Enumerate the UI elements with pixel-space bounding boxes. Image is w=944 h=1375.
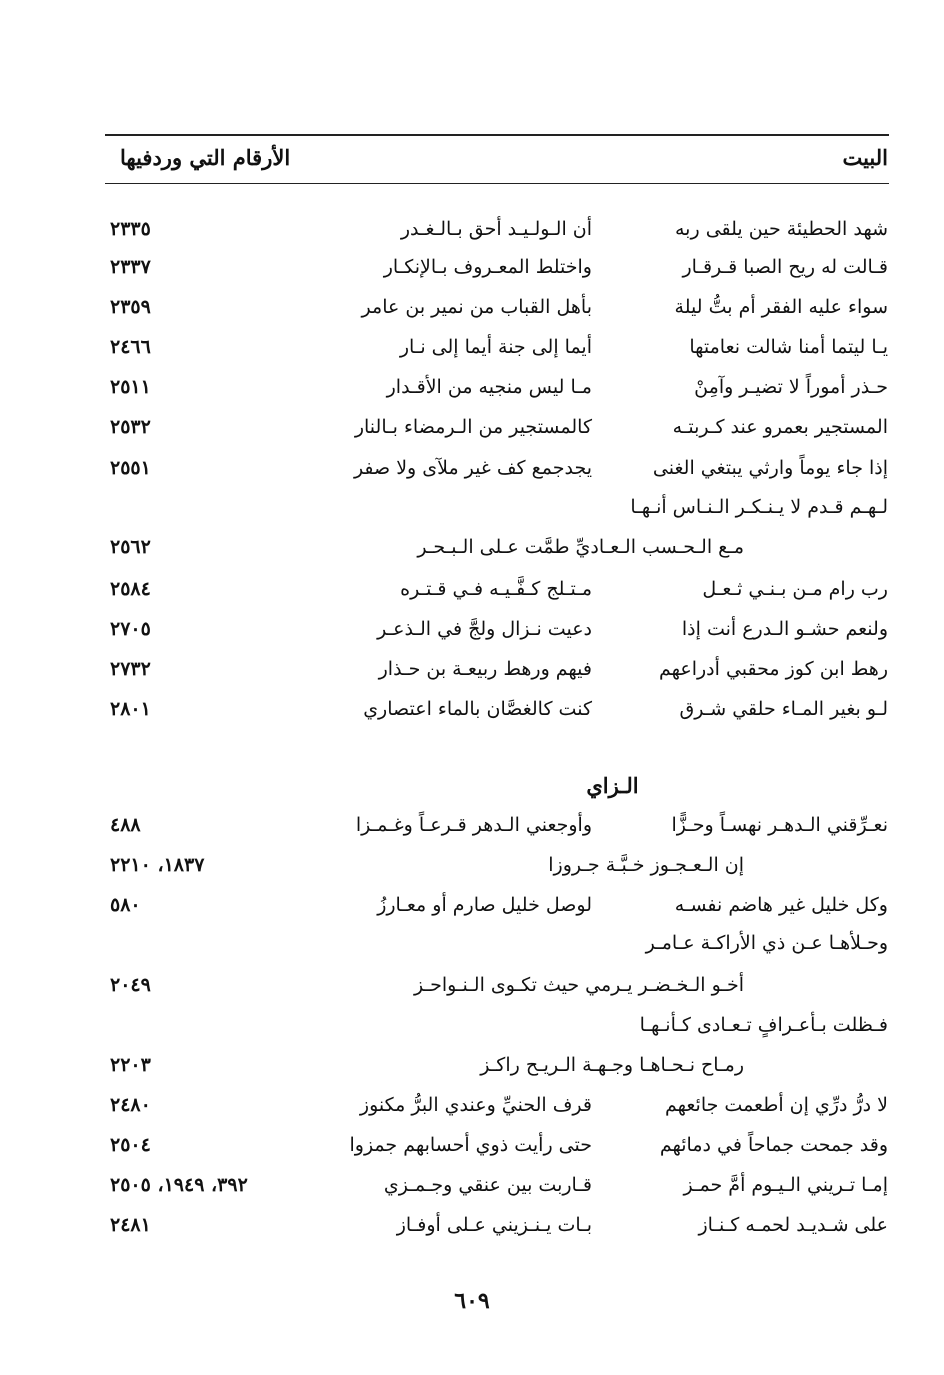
page-number: ٦٠٩ bbox=[454, 1288, 490, 1314]
section-title: الـزاي bbox=[586, 773, 639, 798]
verse-first-hemistich: لـو بغير المـاء حلقي شـرق bbox=[679, 698, 888, 720]
verse-continuation: إن الـعـجـوز خـبَّـة جـروزا bbox=[548, 854, 744, 876]
verse-second-hemistich: كنت كالغصَّان بالماء اعتصاري bbox=[363, 698, 592, 720]
verse-second-hemistich: كالمستجير من الـرمضاء بـالنار bbox=[354, 416, 592, 438]
verse-first-hemistich: إمـا تـريني الـيـوم أمَّ حمـز bbox=[683, 1174, 888, 1196]
verse-second-hemistich: حتى رأيت ذوي أحسابهم جمزوا bbox=[349, 1134, 592, 1156]
verse-first-hemistich: سواء عليه الفقر أم بتُّ ليلة bbox=[674, 296, 888, 318]
verse-reference-numbers: ٣٩٢، ١٩٤٩، ٢٥٠٥ bbox=[110, 1174, 248, 1196]
verse-second-hemistich: دعيت نـزال ولجَّ في الـذعـر bbox=[377, 618, 592, 640]
verse-first-hemistich: لا درُّ درِّي إن أطعمت جائعهم bbox=[664, 1094, 888, 1116]
verse-second-hemistich: مـا ليس منجيه من الأقـدار bbox=[386, 376, 592, 398]
verse-reference-numbers: ٢٨٠١ bbox=[110, 698, 151, 720]
verse-continuation: أخـو الـخـضـر يـرمي حيث تكـوى الـنـواحـز bbox=[414, 974, 744, 996]
verse-reference-numbers: ١٨٣٧، ٢٢١٠ bbox=[110, 854, 205, 876]
verse-first-hemistich: حـذر أموراً لا تضيـر وآمِنْ bbox=[694, 376, 888, 398]
verse-second-hemistich: فيهم ورهط ربيعـة بن حـذار bbox=[378, 658, 592, 680]
verse-reference-numbers: ٢٤٨١ bbox=[110, 1214, 151, 1236]
header-numbers-label: الأرقام التي وردفيها bbox=[120, 145, 291, 170]
verse-first-hemistich: إذا جاء يوماً وارثي يبتغي الغنى bbox=[652, 457, 888, 479]
header-top-rule bbox=[105, 134, 889, 136]
verse-reference-numbers: ٢٧٠٥ bbox=[110, 618, 151, 640]
verse-second-hemistich: وأوجعني الـدهر قـرعـاً وغـمـزا bbox=[355, 814, 592, 836]
verse-reference-numbers: ٢٥٨٤ bbox=[110, 578, 151, 600]
verse-second-hemistich: مـتـلج كـفَّـيـه فـي قـتـره bbox=[400, 578, 592, 600]
verse-reference-numbers: ٥٨٠ bbox=[110, 894, 141, 916]
verse-first-hemistich: ولنعم حشـو الـدرع أنت إذا bbox=[681, 618, 888, 640]
verse-reference-numbers: ٢٣٥٩ bbox=[110, 296, 151, 318]
verse-continuation: رمـاح نـحـاهـا وجـهـة الـريـح راكـز bbox=[480, 1054, 744, 1076]
verse-full-line: لـهـم قـدم لا يـنـكـر الـنـاس أنـهـا bbox=[630, 496, 888, 518]
verse-reference-numbers: ٢٠٤٩ bbox=[110, 974, 151, 996]
verse-first-hemistich: شهد الحطيئة حين يلقى ربه bbox=[675, 218, 888, 240]
verse-second-hemistich: أن الـولـيـد أحق بـالـغـدر bbox=[400, 218, 592, 240]
verse-continuation: مـع الـحـسب الـعـاديِّ طمَّت عـلى الـبـحـر bbox=[417, 536, 744, 558]
verse-reference-numbers: ٢٥١١ bbox=[110, 376, 151, 398]
verse-second-hemistich: يجدجمع كف غير ملآى ولا صفر bbox=[353, 457, 592, 479]
verse-reference-numbers: ٢٧٣٢ bbox=[110, 658, 151, 680]
verse-reference-numbers: ٢٤٦٦ bbox=[110, 336, 151, 358]
verse-first-hemistich: وكل خليل غير هاضم نفسـه bbox=[674, 894, 888, 916]
verse-reference-numbers: ٢٥٣٢ bbox=[110, 416, 151, 438]
verse-reference-numbers: ٢٣٣٧ bbox=[110, 256, 151, 278]
verse-second-hemistich: بـات يـنـزيني عـلى أوفـاز bbox=[396, 1214, 592, 1236]
verse-second-hemistich: بأهل القباب من نمير بن عامر bbox=[361, 296, 592, 318]
verse-reference-numbers: ٢٥٠٤ bbox=[110, 1134, 151, 1156]
verse-first-hemistich: وقد جمحت جماحاً في دمائهم bbox=[659, 1134, 888, 1156]
verse-first-hemistich: رهط ابن كوز محقبي أدراعهم bbox=[658, 658, 888, 680]
verse-first-hemistich: يـا ليتما أمنا شالت نعامتها bbox=[689, 336, 888, 358]
verse-reference-numbers: ٤٨٨ bbox=[110, 814, 141, 836]
verse-first-hemistich: قـالت له ريح الصبا قـرقـار bbox=[682, 256, 888, 278]
verse-full-line: فـظلت بـأعـرافٍ تـعـادى كـأنـهـا bbox=[639, 1014, 888, 1036]
verse-second-hemistich: قرف الحنيِّ وعندي البرُّ مكنوز bbox=[359, 1094, 592, 1116]
verse-reference-numbers: ٢٢٠٣ bbox=[110, 1054, 151, 1076]
verse-reference-numbers: ٢٣٣٥ bbox=[110, 218, 151, 240]
header-verse-label: البيت bbox=[842, 145, 888, 170]
verse-reference-numbers: ٢٤٨٠ bbox=[110, 1094, 151, 1116]
verse-reference-numbers: ٢٥٥١ bbox=[110, 457, 151, 479]
verse-full-line: وحـلأهـا عـن ذي الأراكـة عـامـر bbox=[645, 932, 888, 954]
verse-first-hemistich: رب رام مـن بـنـي ثـعـل bbox=[702, 578, 888, 600]
verse-first-hemistich: نعـرِّقني الـدهـر نهسـاً وحـزًّا bbox=[671, 814, 888, 836]
verse-second-hemistich: لوصل خليل صارم أو معـارزُ bbox=[377, 894, 592, 916]
verse-reference-numbers: ٢٥٦٢ bbox=[110, 536, 151, 558]
header-bottom-rule bbox=[105, 183, 889, 184]
verse-first-hemistich: على شـديـد لحمـه كـنـاز bbox=[698, 1214, 888, 1236]
verse-second-hemistich: واختلط المعـروف بـالإنكـار bbox=[383, 256, 592, 278]
verse-second-hemistich: قـاربت بين عنقي وجـمـزي bbox=[383, 1174, 592, 1196]
verse-first-hemistich: المستجير بعمرو عند كـربتـه bbox=[672, 416, 888, 438]
verse-second-hemistich: أيما إلى جنة أيما إلى نـار bbox=[399, 336, 592, 358]
